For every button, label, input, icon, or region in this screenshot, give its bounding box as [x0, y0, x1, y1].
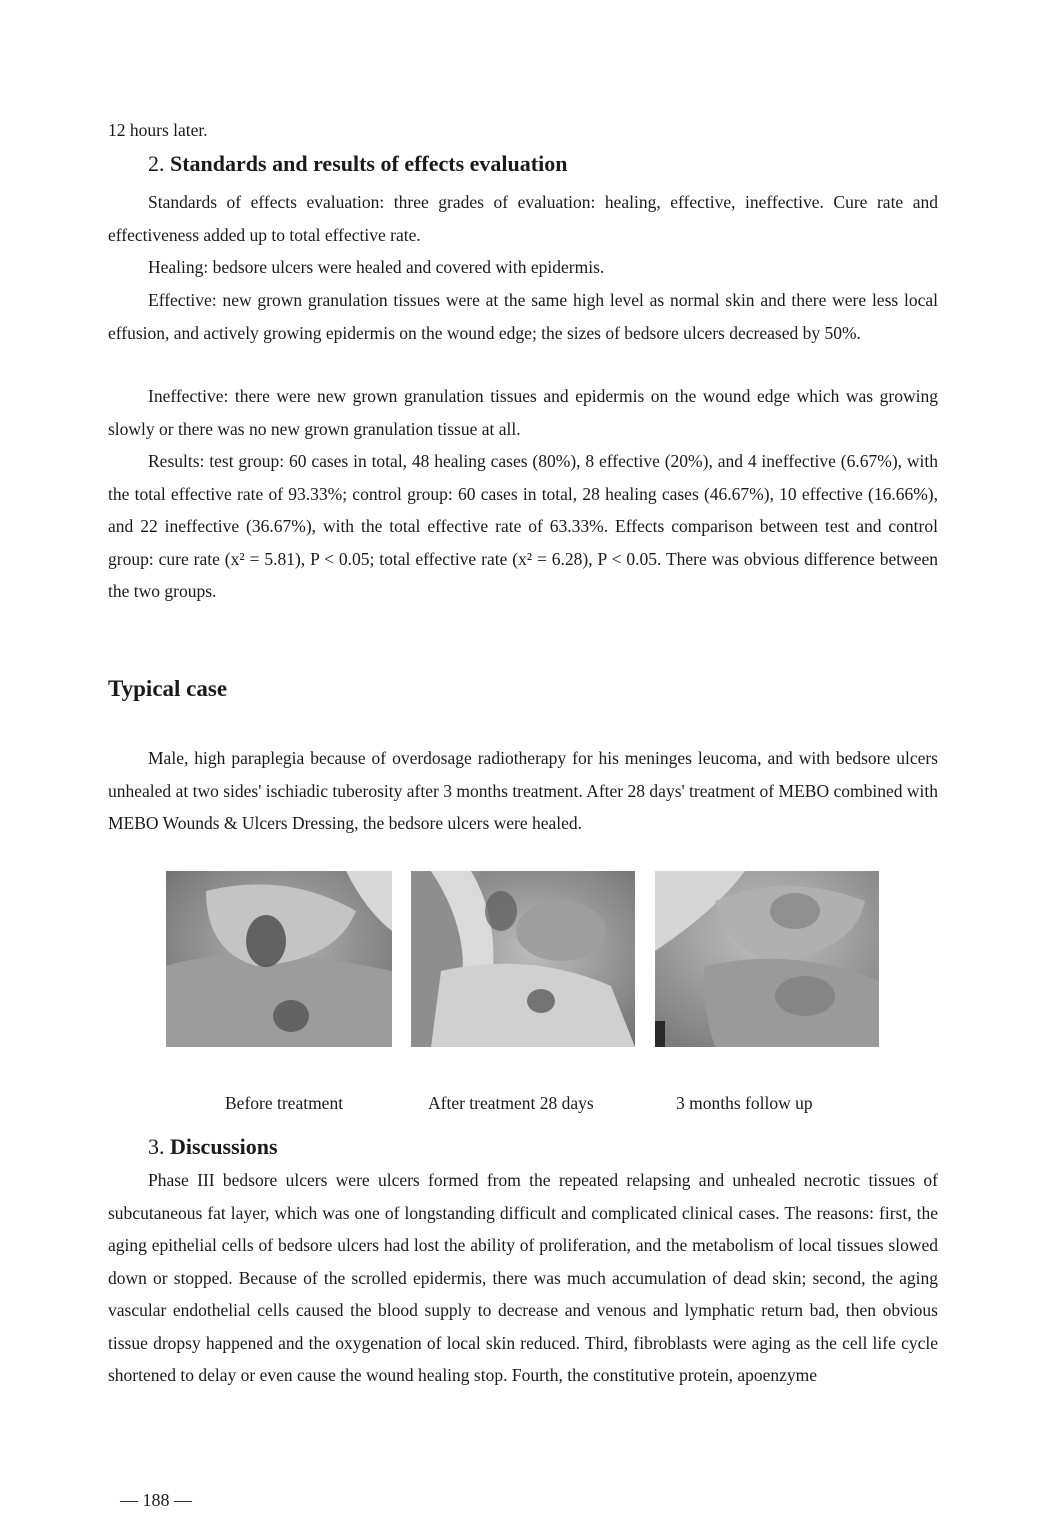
standards-paragraph: Standards of effects evaluation: three grades of evaluation: healing, effective, ineffective. Cure rate and effectiveness added up to total effective rate.: [108, 192, 938, 245]
section-3-heading: [148, 1134, 278, 1160]
section-3-title: Discussions: [170, 1134, 278, 1159]
caption-3-months-follow-up: 3 months follow up: [676, 1093, 813, 1113]
results-paragraph: Results: test group: 60 cases in total, 48 healing cases (80%), 8 effective (20%), and 4 ineffective (6.67%), with the total effective rate of 93.33%; control group: 60 cases in total, 28 healing cases (46.67%), 10 effective (16.66%), and 22 ineffective (36.67%), with the total effective rate of 63.33%. Effects comparison between test and control group: cure rate (x² = 5.81), P < 0.05; total effective rate (x² = 6.28), P < 0.05. There was obvious difference between the two groups.: [108, 451, 938, 601]
section-2-title: Standards and results of effects evaluation: [170, 151, 568, 176]
caption-after-treatment-28-days: After treatment 28 days: [428, 1093, 594, 1113]
page-number: — 188 —: [120, 1490, 192, 1510]
section-2-number: 2.: [148, 151, 165, 176]
photo-3-months-follow-up: [655, 871, 879, 1047]
photo-before-treatment: [166, 871, 392, 1047]
section-2-heading: [148, 151, 567, 177]
photo-after-treatment-28-days: [411, 871, 635, 1047]
healing-paragraph: Healing: bedsore ulcers were healed and covered with epidermis.: [148, 257, 605, 277]
ineffective-paragraph: Ineffective: there were new grown granulation tissues and epidermis on the wound edge which was growing slowly or there was no new grown granulation tissue at all.: [108, 386, 938, 439]
typical-case-heading: Typical case: [108, 676, 228, 701]
typical-case-paragraph: Male, high paraplegia because of overdosage radiotherapy for his meninges leucoma, and with bedsore ulcers unhealed at two sides' ischiadic tuberosity after 3 months treatment. After 28 days' treatment of MEBO combined with MEBO Wounds & Ulcers Dressing, the bedsore ulcers were healed.: [108, 748, 938, 833]
caption-before-treatment: Before treatment: [225, 1093, 344, 1113]
effective-paragraph: Effective: new grown granulation tissues were at the same high level as normal skin and there were less local effusion, and actively growing epidermis on the wound edge; the sizes of bedsore ulcers decreased by 50%.: [108, 290, 938, 343]
continued-text-line: 12 hours later.: [108, 120, 208, 140]
section-3-number: 3.: [148, 1134, 165, 1159]
discussions-paragraph: Phase III bedsore ulcers were ulcers formed from the repeated relapsing and unhealed necrotic tissues of subcutaneous fat layer, which was one of longstanding difficult and complicated clinical cases. The reasons: first, the aging epithelial cells of bedsore ulcers had lost the ability of proliferation, and the metabolism of local tissues slowed down or stopped. Because of the scrolled epidermis, there was much accumulation of dead skin; second, the aging vascular endothelial cells caused the blood supply to decrease and venous and lymphatic return bad, then obvious tissue dropsy happened and the oxygenation of local skin reduced. Third, fibroblasts were aging as the cell life cycle shortened to delay or even cause the wound healing stop. Fourth, the constitutive protein, apoenzyme: [108, 1170, 938, 1385]
